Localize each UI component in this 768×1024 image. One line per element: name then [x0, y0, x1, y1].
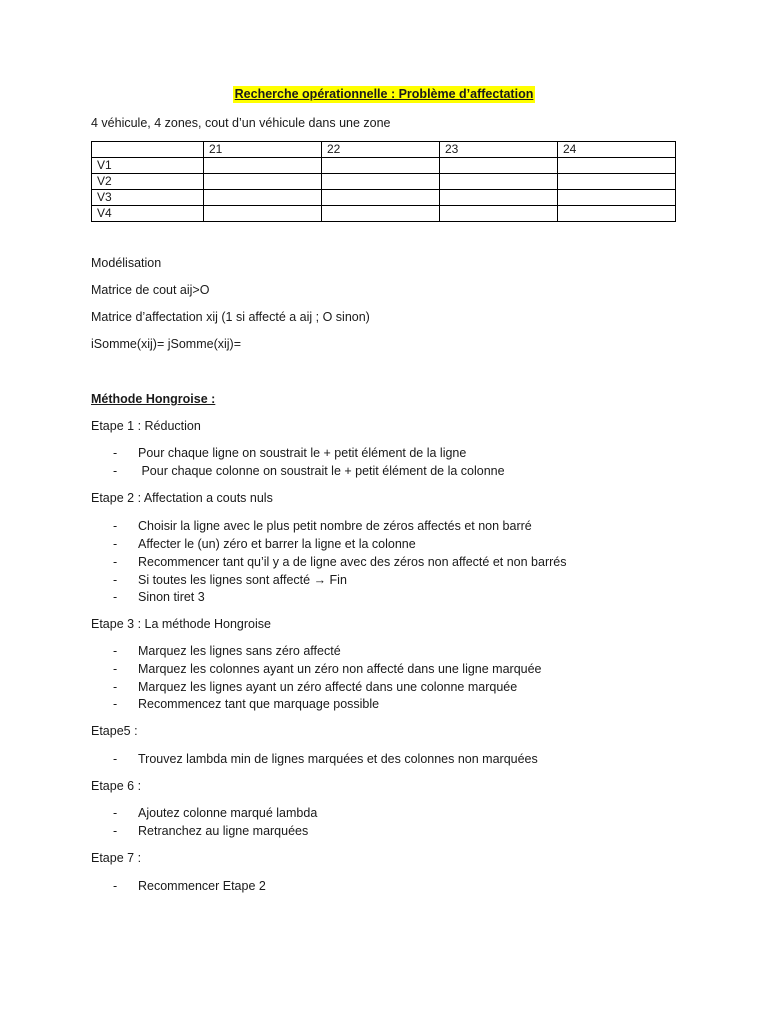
- table-row: [92, 190, 676, 206]
- list-item: [113, 805, 317, 821]
- list-item-text: Marquez les lignes sans zéro affecté: [138, 644, 341, 658]
- cost-matrix-line: Matrice de cout aij>O: [91, 283, 210, 297]
- modelisation-heading: Modélisation: [91, 256, 162, 270]
- dash-bullet: -: [113, 446, 118, 460]
- list-item: [113, 589, 205, 605]
- list-item: [113, 518, 532, 534]
- table-row: [92, 158, 676, 174]
- table-cell: [440, 158, 558, 174]
- list-item: [113, 643, 341, 659]
- table-cell: [440, 206, 558, 222]
- list-item: [113, 751, 538, 767]
- table-cell: [322, 206, 440, 222]
- table-cell: [558, 190, 676, 206]
- step-heading: Etape 3 : La méthode Hongroise: [91, 617, 271, 631]
- table-header-cell: [92, 142, 204, 158]
- step-heading: Etape 1 : Réduction: [91, 419, 201, 433]
- list-item-text: Si toutes les lignes sont affecté → Fin: [138, 573, 347, 587]
- list-item-text: Marquez les lignes ayant un zéro affecté dans une colonne marquée: [138, 680, 518, 694]
- table-cell: V4: [92, 206, 204, 222]
- table-row: [92, 206, 676, 222]
- step-heading: Etape 6 :: [91, 779, 142, 793]
- list-item-text: Choisir la ligne avec le plus petit nombre de zéros affectés et non barré: [138, 519, 532, 533]
- dash-bullet: -: [113, 824, 118, 838]
- table-header-row: [92, 142, 676, 158]
- dash-bullet: -: [113, 879, 118, 893]
- dash-bullet: -: [113, 697, 118, 711]
- table-cell: [558, 206, 676, 222]
- list-item-text: Recommencer Etape 2: [138, 879, 266, 893]
- list-item-text: Sinon tiret 3: [138, 590, 205, 604]
- list-item: [113, 661, 542, 677]
- list-item: [113, 679, 517, 695]
- cost-table: [91, 141, 676, 222]
- table-cell: [440, 190, 558, 206]
- list-item: [113, 572, 347, 588]
- dash-bullet: -: [113, 573, 118, 587]
- dash-bullet: -: [113, 806, 118, 820]
- dash-bullet: -: [113, 464, 118, 478]
- list-item-text: Trouvez lambda min de lignes marquées et des colonnes non marquées: [138, 752, 538, 766]
- table-cell: [204, 158, 322, 174]
- dash-bullet: -: [113, 537, 118, 551]
- table-cell: [322, 174, 440, 190]
- table-cell: [558, 158, 676, 174]
- table-cell: [204, 190, 322, 206]
- dash-bullet: -: [113, 555, 118, 569]
- table-cell: [322, 190, 440, 206]
- list-item: [113, 445, 466, 461]
- dash-bullet: -: [113, 662, 118, 676]
- list-item-text: Affecter le (un) zéro et barrer la ligne et la colonne: [138, 537, 416, 551]
- list-item-text: Recommencer tant qu’il y a de ligne avec des zéros non affecté et non barrés: [138, 555, 567, 569]
- table-cell: [204, 206, 322, 222]
- document-title: Recherche opérationnelle : Problème d’affectation: [234, 87, 534, 101]
- table-cell: [204, 174, 322, 190]
- list-item-text: Retranchez au ligne marquées: [138, 824, 309, 838]
- sum-constraint-line: iSomme(xij)= jSomme(xij)=: [91, 337, 242, 351]
- table-header-cell: 22: [322, 142, 440, 158]
- table-cell: [440, 174, 558, 190]
- title-wrapper: [0, 86, 768, 103]
- dash-bullet: -: [113, 752, 118, 766]
- list-item: [113, 536, 416, 552]
- assignment-matrix-line: Matrice d’affectation xij (1 si affecté a aij ; O sinon): [91, 310, 370, 324]
- list-item: [113, 554, 567, 570]
- table-row: [92, 174, 676, 190]
- list-item-text: Pour chaque colonne on soustrait le + petit élément de la colonne: [138, 464, 505, 478]
- table-cell: [558, 174, 676, 190]
- table-header-cell: 23: [440, 142, 558, 158]
- list-item: [113, 463, 505, 479]
- intro-text: 4 véhicule, 4 zones, cout d’un véhicule dans une zone: [91, 116, 391, 130]
- table-header-cell: 24: [558, 142, 676, 158]
- dash-bullet: -: [113, 680, 118, 694]
- table-cell: V1: [92, 158, 204, 174]
- list-item-text: Recommencez tant que marquage possible: [138, 697, 380, 711]
- list-item: [113, 823, 308, 839]
- dash-bullet: -: [113, 644, 118, 658]
- dash-bullet: -: [113, 519, 118, 533]
- list-item-text: Marquez les colonnes ayant un zéro non affecté dans une ligne marquée: [138, 662, 542, 676]
- step-heading: Etape5 :: [91, 724, 138, 738]
- dash-bullet: -: [113, 590, 118, 604]
- step-heading: Etape 2 : Affectation a couts nuls: [91, 491, 273, 505]
- table-cell: [322, 158, 440, 174]
- table-cell: V2: [92, 174, 204, 190]
- step-heading: Etape 7 :: [91, 851, 142, 865]
- method-heading: Méthode Hongroise :: [91, 392, 216, 406]
- table-cell: V3: [92, 190, 204, 206]
- table-header-cell: 21: [204, 142, 322, 158]
- list-item: [113, 878, 266, 894]
- list-item-text: Ajoutez colonne marqué lambda: [138, 806, 318, 820]
- list-item-text: Pour chaque ligne on soustrait le + petit élément de la ligne: [138, 446, 467, 460]
- list-item: [113, 696, 379, 712]
